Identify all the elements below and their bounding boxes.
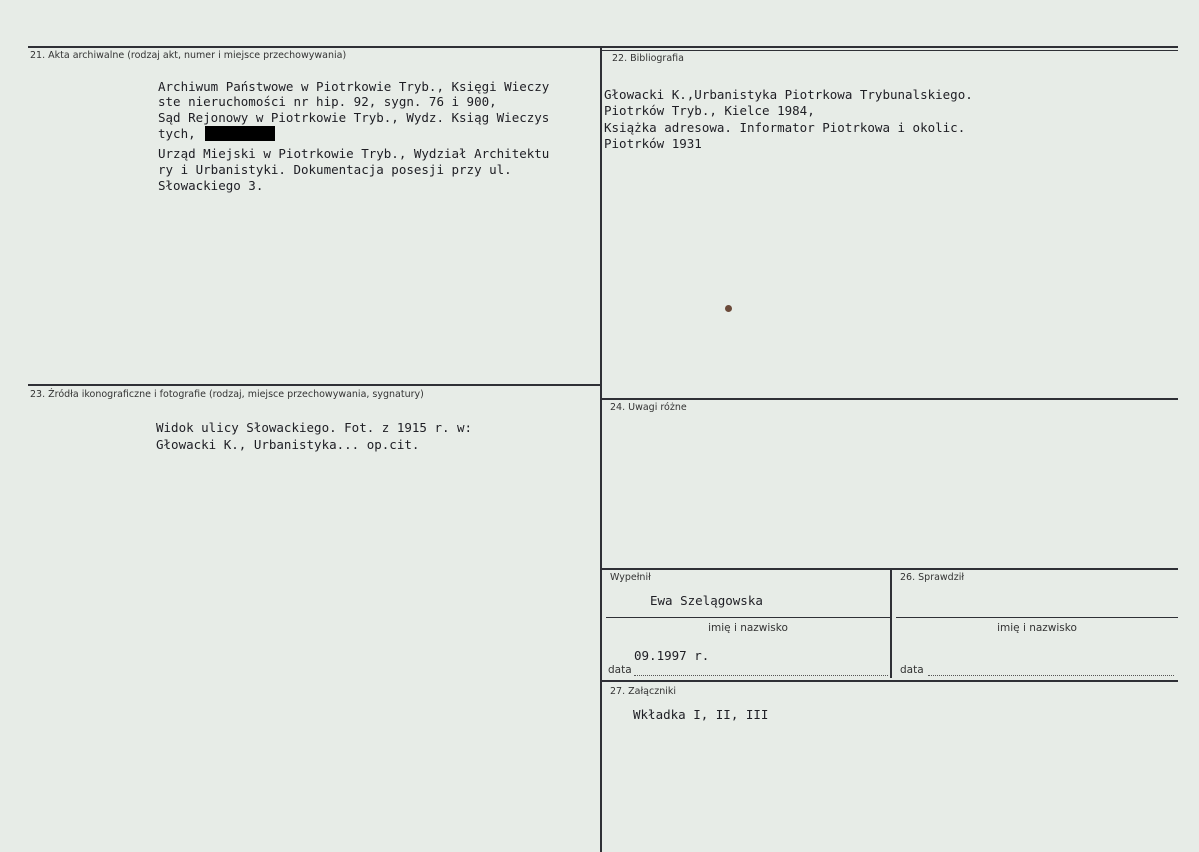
section-25-label: Wypełnił — [610, 572, 651, 583]
section-21-line-5: Urząd Miejski w Piotrkowie Tryb., Wydział Architektu — [158, 146, 550, 161]
section-23-line-2: Głowacki K., Urbanistyka... op.cit. — [156, 437, 420, 452]
checked-by-date-label: data — [900, 664, 924, 676]
filled-by-date-label: data — [608, 664, 632, 676]
section-21-line-1: Archiwum Państwowe w Piotrkowie Tryb., Księgi Wieczy — [158, 79, 550, 94]
top-rule — [28, 46, 1178, 48]
section-23-label: 23. Źródła ikonograficzne i fotografie (rodzaj, miejsce przechowywania, sygnatury) — [30, 389, 424, 400]
filled-by-name: Ewa Szelągowska — [650, 593, 763, 608]
checked-by-date-dots — [928, 675, 1174, 676]
signature-divider — [890, 568, 892, 678]
filled-by-date-dots — [634, 675, 888, 676]
top-rule-thin — [600, 50, 1178, 51]
rule-row2-right — [600, 398, 1178, 400]
rule-attachments-top — [600, 680, 1178, 682]
section-23-line-1: Widok ulicy Słowackiego. Fot. z 1915 r. w: — [156, 420, 473, 435]
section-22-line-4: Piotrków 1931 — [604, 136, 702, 151]
section-21-line-2: ste nieruchomości nr hip. 92, sygn. 76 i 900, — [158, 94, 497, 109]
section-27-label: 27. Załączniki — [610, 686, 676, 697]
section-22-line-1: Głowacki K.,Urbanistyka Piotrkowa Trybunalskiego. — [604, 87, 973, 102]
section-26-label: 26. Sprawdził — [900, 572, 965, 583]
checked-by-name-caption: imię i nazwisko — [997, 622, 1077, 634]
rule-name-right — [896, 617, 1178, 618]
section-22-label: 22. Bibliografia — [612, 53, 684, 64]
section-21-line-3: Sąd Rejonowy w Piotrkowie Tryb., Wydz. Ksiąg Wieczys — [158, 110, 550, 125]
section-21-line-6: ry i Urbanistyki. Dokumentacja posesji przy ul. — [158, 162, 512, 177]
redaction-bar — [205, 126, 275, 141]
rule-row2-left — [28, 384, 602, 386]
attachments-text: Wkładka I, II, III — [633, 707, 769, 722]
section-21-line-7: Słowackiego 3. — [158, 178, 264, 193]
section-24-label: 24. Uwagi różne — [610, 402, 687, 413]
center-divider — [600, 46, 602, 852]
section-21-line-4: tych, — [158, 126, 196, 141]
section-22-line-3: Książka adresowa. Informator Piotrkowa i okolic. — [604, 120, 966, 135]
filled-by-date: 09.1997 r. — [634, 648, 710, 663]
rule-name-left — [606, 617, 890, 618]
filled-by-name-caption: imię i nazwisko — [708, 622, 788, 634]
section-21-label: 21. Akta archiwalne (rodzaj akt, numer i miejsce przechowywania) — [30, 50, 347, 61]
rule-signature-top — [600, 568, 1178, 570]
section-22-line-2: Piotrków Tryb., Kielce 1984, — [604, 103, 815, 118]
ink-spot — [725, 305, 732, 312]
